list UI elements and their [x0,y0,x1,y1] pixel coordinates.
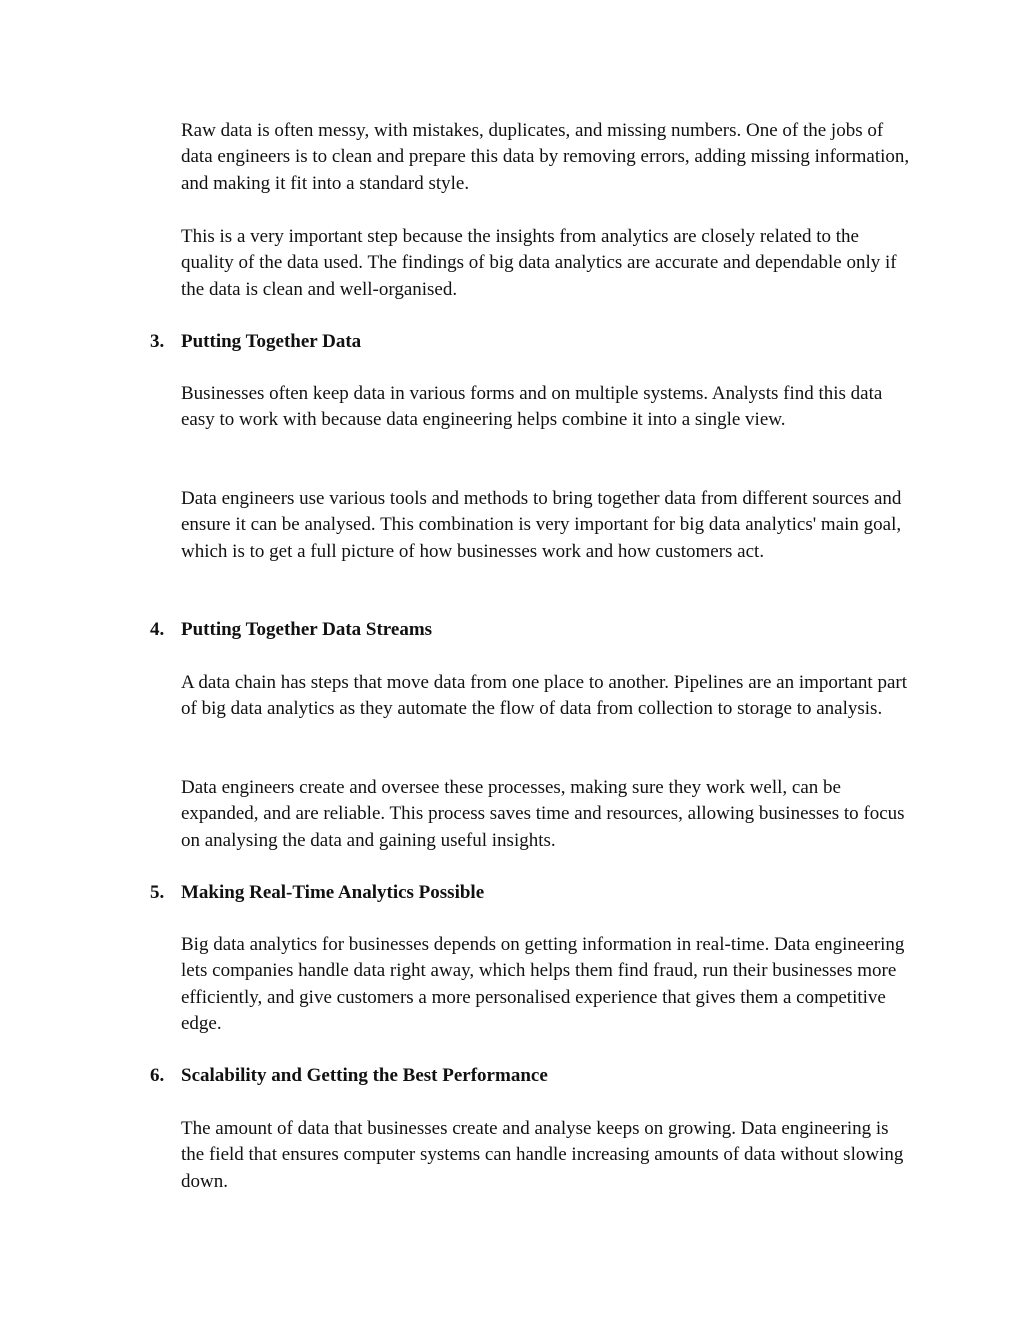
section-title: Scalability and Getting the Best Performance [181,1065,548,1086]
intro-paragraph: Raw data is often messy, with mistakes, duplicates, and missing numbers. One of the jobs of data engineers is to clean and prepare this data by removing errors, adding missing information, and making it fit into a standard style. [181,120,910,194]
intro-paragraph: This is a very important step because the insights from analytics are closely related to the quality of the data used. The findings of big data analytics are accurate and dependable only if the data is clean and well-organised. [181,226,897,300]
section-paragraph: A data chain has steps that move data from one place to another. Pipelines are an important part of big data analytics as they automate the flow of data from collection to storage to analysis. [181,672,907,720]
section-heading [150,1063,910,1089]
section-heading [150,617,910,643]
section-title: Putting Together Data Streams [181,619,433,640]
section-heading [150,880,910,906]
section-paragraph: The amount of data that businesses create and analyse keeps on growing. Data engineering is the field that ensures computer systems can handle increasing amounts of data without slowing down. [181,1118,904,1192]
section-number: 3. [150,331,165,352]
section-title: Putting Together Data [181,331,362,352]
section-paragraph: Data engineers use various tools and methods to bring together data from different sources and ensure it can be analysed. This combination is very important for big data analytics' main goal, which is to get a full picture of how businesses work and how customers act. [181,488,902,562]
section-number: 6. [150,1065,165,1086]
section-paragraph: Big data analytics for businesses depends on getting information in real-time. Data engineering lets companies handle data right away, which helps them find fraud, run their businesses more efficiently, and give customers a more personalised experience that gives them a competitive edge. [181,934,905,1034]
section-heading [150,329,910,355]
section-paragraph: Businesses often keep data in various forms and on multiple systems. Analysts find this data easy to work with because data engineering helps combine it into a single view. [181,383,883,431]
section-title: Making Real-Time Analytics Possible [181,882,485,903]
section-number: 4. [150,619,165,640]
section-number: 5. [150,882,165,903]
section-paragraph: Data engineers create and oversee these processes, making sure they work well, can be expanded, and are reliable. This process saves time and resources, allowing businesses to focus on analysing the data and gaining useful insights. [181,777,905,851]
